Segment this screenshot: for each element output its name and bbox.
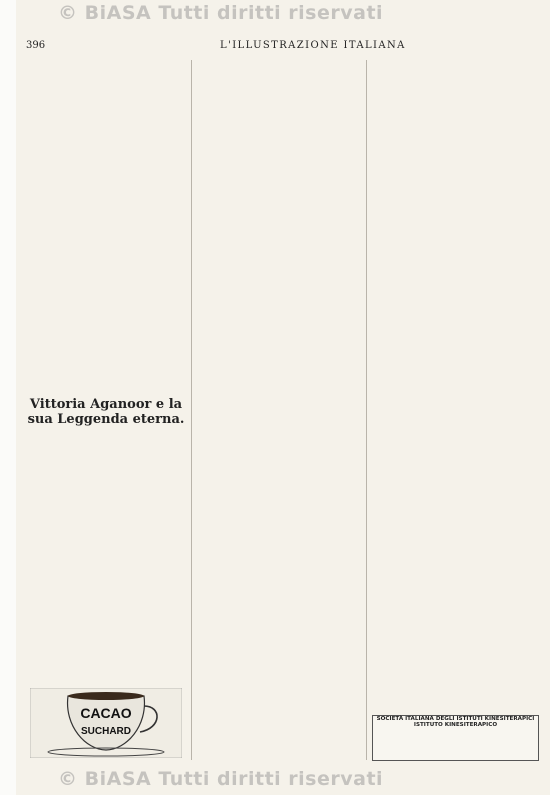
article-title: Vittoria Aganoor e la sua Leggenda eterna.: [27, 397, 185, 427]
watermark-bottom: © BiASA Tutti diritti riservati: [58, 768, 384, 790]
cup-rim: [68, 692, 144, 700]
society-sub: ISTITUTO KINESITERAPICO: [413, 722, 498, 729]
page-gutter: [0, 0, 16, 795]
cacao-label: CACAO: [80, 705, 132, 721]
column-3: [372, 60, 537, 765]
watermark-top: © BiASA Tutti diritti riservati: [58, 2, 384, 24]
suchard-label: SUCHARD: [81, 726, 131, 737]
cacao-suchard-ad: [30, 688, 182, 758]
society-title: SOCIETÀ ITALIANA DEGLI ISTITUTI KINESITERAPICI: [376, 716, 535, 722]
column-divider-1: [191, 60, 192, 760]
institute-ad: [372, 715, 539, 761]
page-number: 396: [26, 40, 46, 51]
column-divider-2: [366, 60, 367, 760]
running-title: L'ILLUSTRAZIONE ITALIANA: [220, 40, 406, 51]
column-2: [197, 60, 362, 765]
